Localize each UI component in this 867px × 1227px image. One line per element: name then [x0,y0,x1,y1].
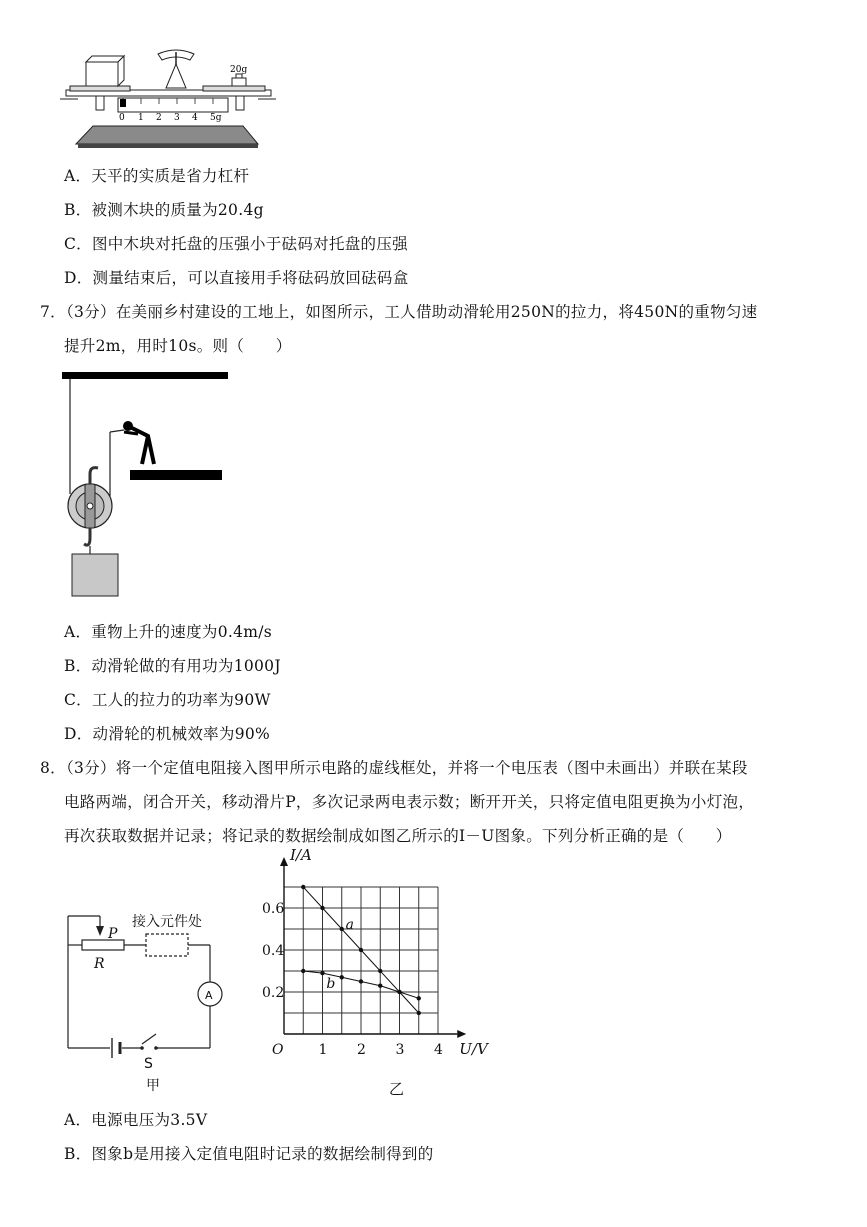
data-point [397,990,401,994]
weight [232,78,246,86]
circuit-diagram [60,900,240,1100]
load-block [72,554,118,596]
q7-stem: 7．（3分）在美丽乡村建设的工地上，如图所示，工人借助动滑轮用250N的拉力，将450N的重物匀速 [40,303,758,321]
data-point [320,906,324,910]
data-point [301,885,305,889]
scale-tick: 0 [119,113,125,123]
weight-label: 20g [230,65,248,75]
y-tick-label: 0.4 [262,943,285,959]
data-point [301,969,305,973]
graph-caption: 乙 [389,1080,405,1098]
series-label-a: a [345,917,354,933]
switch-label: S [144,1056,153,1072]
scale-tick: 5g [210,113,222,123]
q8-stem-cont: 电路两端，闭合开关，移动滑片P，多次记录两电表示数；断开开关，只将定值电阻更换为小灯泡， [64,793,755,811]
rheostat-label: R [94,956,105,972]
x-axis-label: U/V [459,1040,488,1058]
series-label-b: b [326,975,336,992]
x-tick-label: 2 [357,1042,366,1058]
slider-label: P [108,926,118,942]
q7-stem-cont: 提升2m，用时10s。则（ ） [64,337,292,355]
q8-option-a[interactable]: A．电源电压为3.5V [64,1111,208,1129]
q8-stem: 8．（3分）将一个定值电阻接入图甲所示电路的虚线框处，并将一个电压表（图中未画出）并联在某段 [40,759,748,777]
y-tick-label: 0.2 [262,985,285,1001]
q7-option-b[interactable]: B．动滑轮做的有用功为1000J [64,657,281,675]
q6-option-c[interactable]: C．图中木块对托盘的压强小于砝码对托盘的压强 [64,235,408,253]
y-tick-label: 0.6 [262,901,285,917]
data-point [378,969,382,973]
ammeter-label: A [205,989,213,1002]
y-axis-arrow [280,857,288,866]
x-tick-label: 1 [318,1042,328,1058]
component-label: 接入元件处 [132,914,202,930]
data-point [417,996,421,1000]
data-point [359,948,363,952]
iu-graph [262,844,502,1104]
wood-block [86,62,118,86]
origin-label: O [272,1042,284,1058]
balance-figure [58,44,278,150]
data-point [359,979,363,983]
scale-tick: 4 [192,113,198,123]
data-point [340,927,344,931]
q7-option-a[interactable]: A．重物上升的速度为0.4m/s [64,623,273,641]
q6-option-a[interactable]: A．天平的实质是省力杠杆 [64,167,250,185]
data-point [378,984,382,988]
x-tick-label: 3 [395,1042,405,1058]
pulley-figure [58,368,233,600]
x-tick-label: 4 [434,1042,443,1058]
x-axis-arrow [457,1030,466,1038]
circuit-caption: 甲 [146,1078,160,1094]
scale-tick: 3 [174,113,180,123]
q6-option-b[interactable]: B．被测木块的质量为20.4g [64,201,264,219]
q7-option-d[interactable]: D．动滑轮的机械效率为90% [64,725,271,743]
scale-tick: 2 [156,113,162,123]
data-point [320,971,324,975]
y-axis-label: I/A [290,846,312,864]
q6-option-d[interactable]: D．测量结束后，可以直接用手将砝码放回砝码盒 [64,269,409,287]
q8-stem-cont2: 再次获取数据并记录；将记录的数据绘制成如图乙所示的I－U图象。下列分析正确的是（ ） [64,827,732,845]
data-point [417,1011,421,1015]
data-point [340,975,344,979]
scale-tick: 1 [138,113,144,123]
q7-option-c[interactable]: C．工人的拉力的功率为90W [64,691,271,709]
q8-option-b[interactable]: B．图象b是用接入定值电阻时记录的数据绘制得到的 [64,1145,434,1163]
